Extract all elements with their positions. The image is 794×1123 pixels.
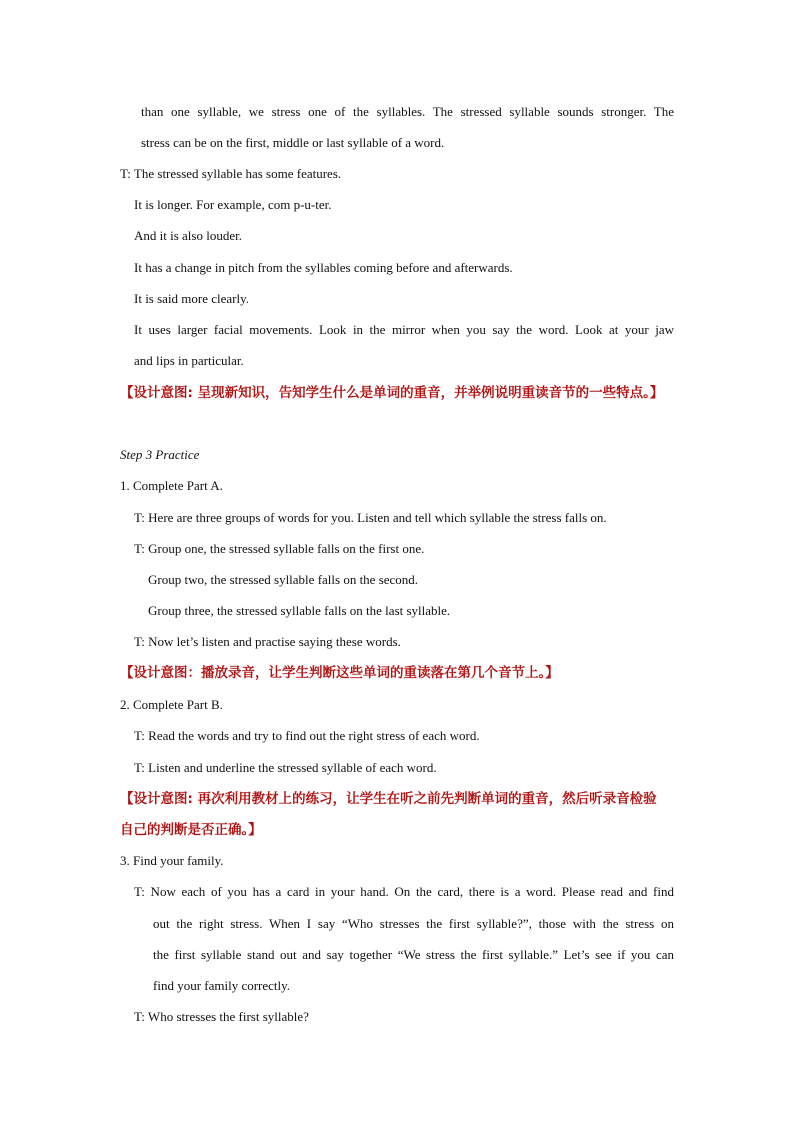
- section-heading-step3: Step 3 Practice: [120, 447, 200, 462]
- text-line-features-heading: T: The stressed syllable has some features.: [120, 166, 342, 181]
- text-line-syllable-stress-intro: than one syllable, we stress one of the syllables. The stressed syllable sounds stronger. The: [141, 104, 674, 119]
- text-line-feature-louder: And it is also louder.: [134, 228, 242, 243]
- design-intent-note-1: 【设计意图: 呈现新知识，告知学生什么是单词的重音，并举例说明重读音节的一些特点。】: [120, 385, 664, 401]
- text-line-group-one: T: Group one, the stressed syllable falls on the first one.: [134, 541, 425, 556]
- text-line-three-groups: T: Here are three groups of words for you. Listen and tell which syllable the stress falls on.: [134, 510, 607, 525]
- text-line-find-family-correctly: find your family correctly.: [153, 978, 291, 993]
- text-line-feature-pitch: It has a change in pitch from the syllables coming before and afterwards.: [134, 260, 513, 275]
- text-line-right-stress: out the right stress. When I say “Who stresses the first syllable?”, those with the stress on: [153, 916, 674, 931]
- text-line-group-two: Group two, the stressed syllable falls on the second.: [148, 572, 419, 587]
- design-intent-note-3-line-2: 自己的判断是否正确。】: [120, 822, 262, 838]
- task-heading-part-b: 2. Complete Part B.: [120, 697, 223, 712]
- text-line-who-stresses: T: Who stresses the first syllable?: [134, 1009, 309, 1024]
- text-line-card-instructions: T: Now each of you has a card in your hand. On the card, there is a word. Please read and find: [134, 884, 674, 899]
- text-line-stand-out: the first syllable stand out and say together “We stress the first syllable.” Let’s see if you can: [153, 947, 674, 962]
- task-heading-find-family: 3. Find your family.: [120, 853, 224, 868]
- design-intent-note-2: 【设计意图：播放录音，让学生判断这些单词的重读落在第几个音节上。】: [120, 665, 559, 681]
- text-line-feature-longer: It is longer. For example, com p-u-ter.: [134, 197, 332, 212]
- text-line-feature-clearly: It is said more clearly.: [134, 291, 250, 306]
- task-heading-part-a: 1. Complete Part A.: [120, 478, 223, 493]
- text-line-jaw-lips: and lips in particular.: [134, 353, 244, 368]
- text-line-stress-position: stress can be on the first, middle or last syllable of a word.: [141, 135, 445, 150]
- text-line-feature-facial: It uses larger facial movements. Look in the mirror when you say the word. Look at your jaw: [134, 322, 674, 337]
- text-line-underline: T: Listen and underline the stressed syllable of each word.: [134, 760, 437, 775]
- text-line-group-three: Group three, the stressed syllable falls on the last syllable.: [148, 603, 451, 618]
- text-line-read-words: T: Read the words and try to find out the right stress of each word.: [134, 728, 480, 743]
- design-intent-note-3-line-1: 【设计意图: 再次利用教材上的练习，让学生在听之前先判断单词的重音，然后听录音检验: [120, 791, 657, 807]
- text-line-listen-practise: T: Now let’s listen and practise saying these words.: [134, 634, 401, 649]
